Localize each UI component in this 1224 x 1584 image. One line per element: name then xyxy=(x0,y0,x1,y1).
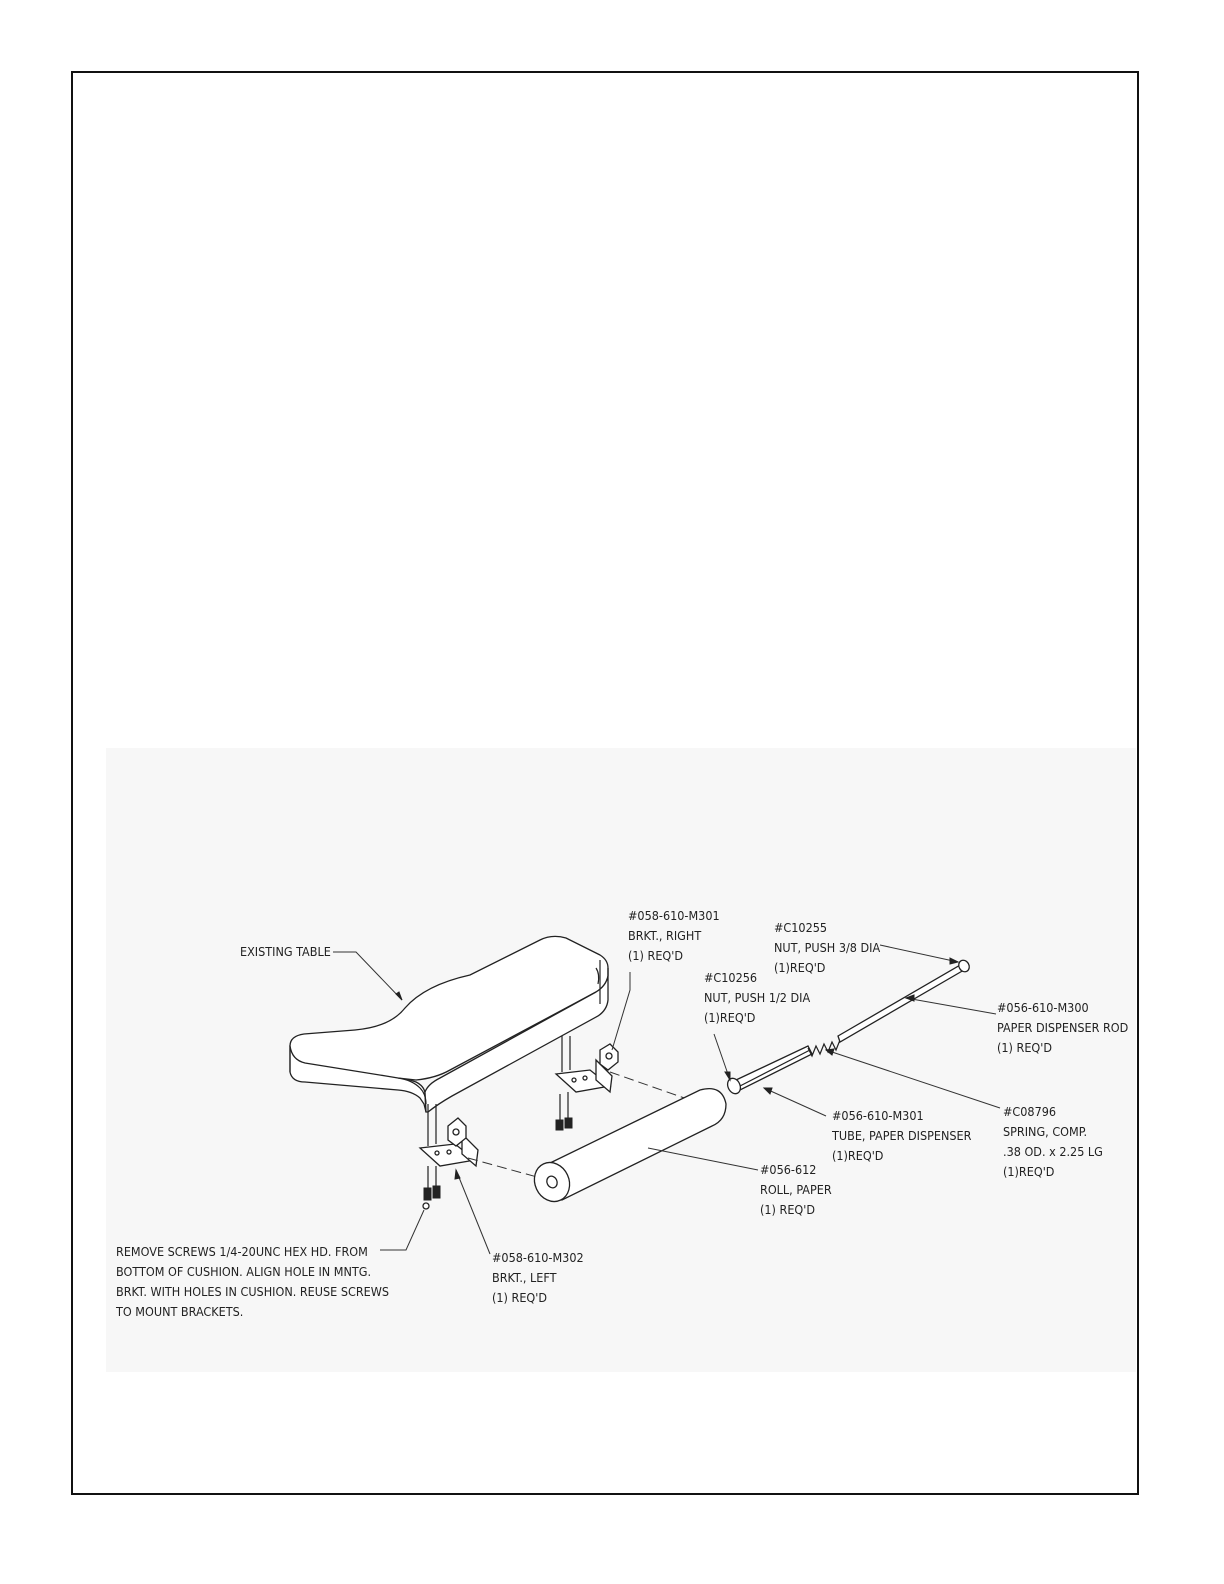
callout-spring xyxy=(1003,1104,1103,1179)
callout-bracket-right xyxy=(628,908,720,963)
callout-nut-push-12-line-3: (1)REQ'D xyxy=(704,1010,756,1025)
instructions-line-1: REMOVE SCREWS 1/4-20UNC HEX HD. FROM xyxy=(116,1244,368,1259)
callout-existing-table xyxy=(240,944,331,959)
spring-part xyxy=(808,1040,840,1056)
callout-bracket-right-line-2: BRKT., RIGHT xyxy=(628,928,702,943)
callout-spring-line-1: #C08796 xyxy=(1003,1104,1057,1119)
callout-nut-push-38-line-1: #C10255 xyxy=(774,920,828,935)
callout-rod-line-3: (1) REQ'D xyxy=(997,1040,1053,1055)
callout-tube-line-3: (1)REQ'D xyxy=(832,1148,884,1163)
callout-nut-push-38-line-3: (1)REQ'D xyxy=(774,960,826,975)
existing-table-cushion xyxy=(290,936,608,1112)
callout-nut-push-12-line-1: #C10256 xyxy=(704,970,758,985)
dispenser-rod-part xyxy=(838,958,971,1042)
instructions-line-4: TO MOUNT BRACKETS. xyxy=(116,1304,244,1319)
callout-existing-table-line-1: EXISTING TABLE xyxy=(240,944,331,959)
callout-tube-line-2: TUBE, PAPER DISPENSER xyxy=(832,1128,972,1143)
callout-rod xyxy=(997,1000,1128,1055)
callout-bracket-left xyxy=(492,1250,584,1305)
callout-roll-line-1: #056-612 xyxy=(760,1162,817,1177)
callout-bracket-left-line-2: BRKT., LEFT xyxy=(492,1270,557,1285)
callout-nut-push-12-line-2: NUT, PUSH 1/2 DIA xyxy=(704,990,811,1005)
callout-rod-line-2: PAPER DISPENSER ROD xyxy=(997,1020,1129,1035)
callout-rod-line-1: #056-610-M300 xyxy=(997,1000,1089,1015)
bracket-right-part xyxy=(556,1036,618,1130)
callout-tube-line-1: #056-610-M301 xyxy=(832,1108,924,1123)
instructions-line-2: BOTTOM OF CUSHION. ALIGN HOLE IN MNTG. xyxy=(116,1264,372,1279)
callout-nut-push-38 xyxy=(774,920,880,975)
paper-roll-part xyxy=(528,1089,726,1208)
callout-roll-line-3: (1) REQ'D xyxy=(760,1202,816,1217)
instructions-line-3: BRKT. WITH HOLES IN CUSHION. REUSE SCREWS xyxy=(116,1284,390,1299)
callout-bracket-left-line-1: #058-610-M302 xyxy=(492,1250,584,1265)
callout-tube xyxy=(831,1108,972,1163)
callout-bracket-right-line-1: #058-610-M301 xyxy=(628,908,720,923)
callout-spring-line-2: SPRING, COMP. xyxy=(1003,1124,1088,1139)
callout-bracket-right-line-3: (1) REQ'D xyxy=(628,948,684,963)
bracket-left-part xyxy=(420,1104,478,1209)
callout-spring-line-4: (1)REQ'D xyxy=(1003,1164,1055,1179)
callout-roll-line-2: ROLL, PAPER xyxy=(760,1182,832,1197)
callout-nut-push-38-line-2: NUT, PUSH 3/8 DIA xyxy=(774,940,881,955)
callout-spring-line-3: .38 OD. x 2.25 LG xyxy=(1003,1144,1103,1159)
callout-roll xyxy=(760,1162,832,1217)
callout-nut-push-12 xyxy=(704,970,810,1025)
callout-bracket-left-line-3: (1) REQ'D xyxy=(492,1290,548,1305)
callout-instructions xyxy=(115,1244,389,1319)
